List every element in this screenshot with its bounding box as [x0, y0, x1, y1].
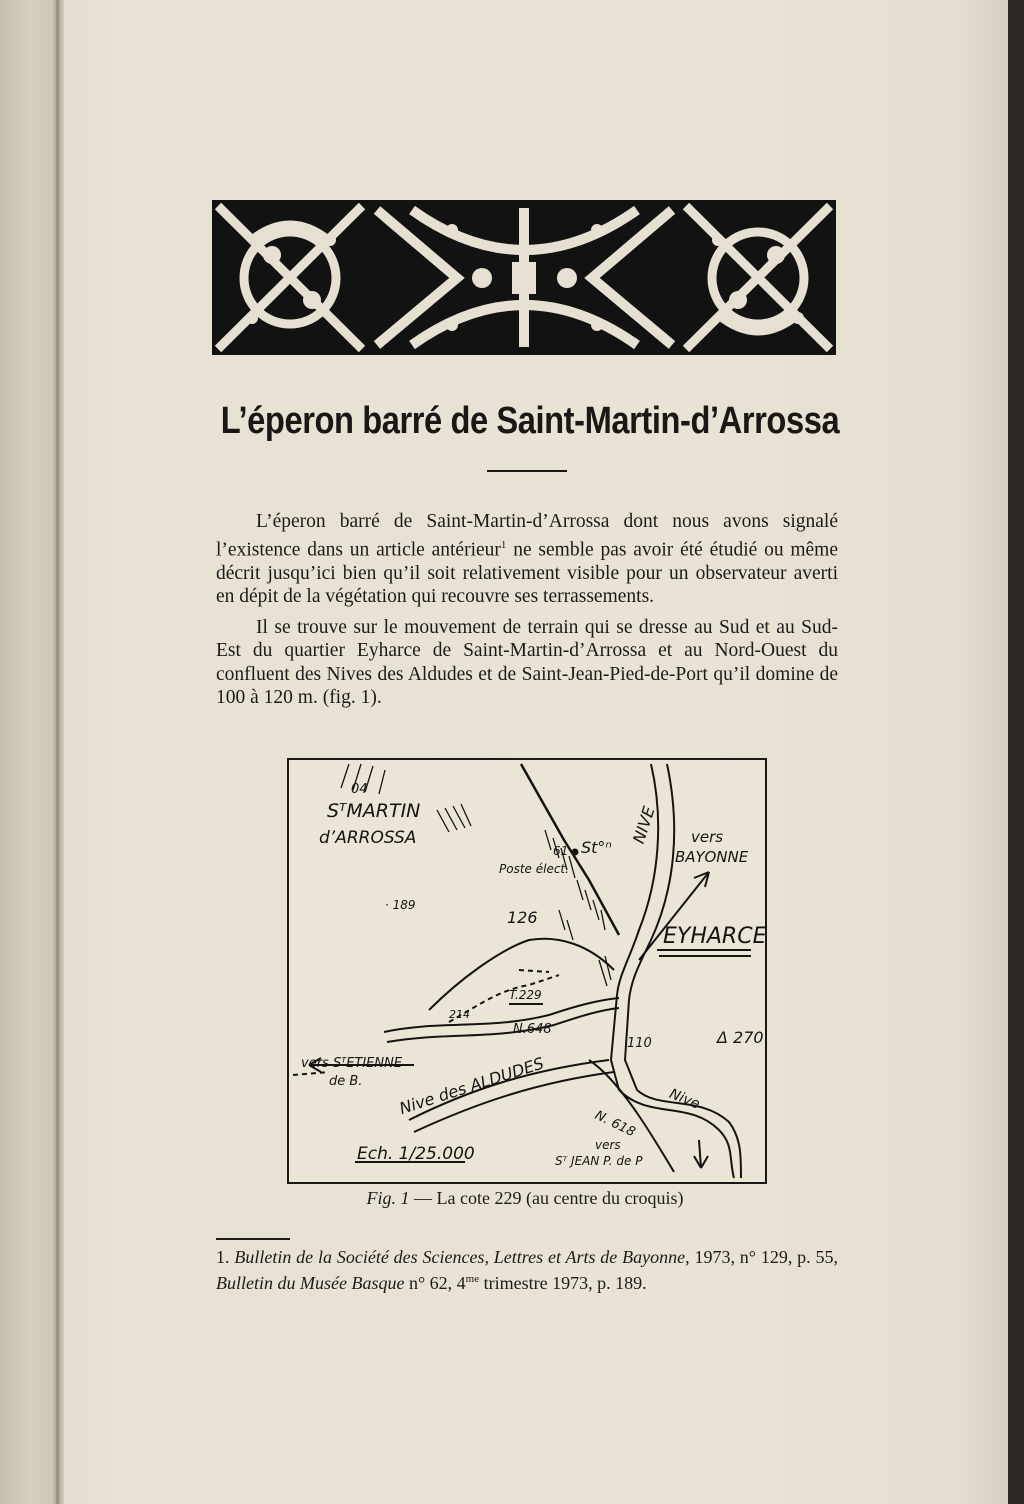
map-label-station: St°ⁿ [581, 838, 612, 857]
paragraph-1-text: L’éperon barré de Saint-Martin-d’Arrossa dont nous avons signalé l’existence dans un article antérieur [216, 511, 838, 560]
figure-map-sketch [287, 758, 767, 1184]
figure-caption [287, 1188, 763, 1209]
map-label-tri-270: Δ 270 [717, 1028, 764, 1047]
map-drawing [289, 760, 765, 1182]
ornament-pattern-icon [212, 200, 836, 355]
map-label-mark-61: 61 [553, 844, 569, 858]
article-body [216, 510, 838, 717]
map-label-mark-126: 126 [507, 908, 538, 927]
decorative-ornament-banner [212, 200, 836, 355]
footnote-source-2: Bulletin du Musée Basque [216, 1273, 405, 1293]
book-gutter [0, 0, 64, 1504]
map-label-town: SᵀMARTIN [327, 800, 421, 822]
poste-electrique-icon [572, 849, 579, 856]
gutter-fold [56, 0, 59, 1504]
map-label-town2: d’ARROSSA [319, 828, 417, 848]
map-label-n648: N.648 [513, 1022, 552, 1037]
map-label-scale: Ech. 1/25.000 [357, 1144, 475, 1164]
paragraph-1-text-cont: ne semble pas avoir été étudié ou même décrit jusqu’ici bien qu’il soit relativement visible pour un observateur averti en dépit de la végétation qui recouvre ses terrassements. [216, 539, 839, 607]
map-label-vers-bayonne-2: BAYONNE [675, 848, 749, 866]
map-label-vers-jean-1: vers [595, 1138, 621, 1152]
map-label-poste: Poste élect. [499, 862, 569, 876]
map-label-nive-top: NIVE [629, 804, 659, 846]
paragraph-2: Il se trouve sur le mouvement de terrain qui se dresse au Sud et au Sud-Est du quartier Eyharce de Saint-Martin-d’Arrossa et au Nord-Ouest du confluent des Nives des Aldudes et de Saint-Jean-Pied-de-Port qu’il domine de 100 à 120 m. (fig. 1). [216, 616, 838, 708]
map-label-vers-bayonne-1: vers [691, 828, 724, 846]
map-label-vers-jean-2: Sᵀ JEAN P. de P [555, 1154, 643, 1168]
map-label-nive-aldudes: Nive des ALDUDES [397, 1053, 547, 1119]
paragraph-1 [216, 510, 838, 609]
footnote-text-2: n° 62, 4 [404, 1273, 466, 1293]
map-label-mark-214: 214 [449, 1008, 470, 1021]
footnote-text-1: 1973, n° 129, p. 55, [689, 1247, 839, 1267]
map-label-mark-04: 04 [351, 782, 368, 797]
map-label-mark-189: · 189 [385, 898, 416, 912]
map-label-nive-right: Nive [667, 1086, 702, 1113]
footnote [216, 1246, 838, 1294]
footnote-rule [216, 1238, 290, 1240]
page-edge [1008, 0, 1024, 1504]
caption-label: Fig. 1 [366, 1188, 410, 1208]
caption-text: — La cote 229 (au centre du croquis) [409, 1188, 684, 1208]
map-label-mark-110: 110 [627, 1036, 652, 1051]
map-label-vers-etienne-2: de B. [329, 1074, 363, 1089]
footnote-ref[interactable]: 1 [500, 538, 507, 551]
footnote-source-1: Bulletin de la Société des Sciences, Lettres et Arts de Bayonne, [234, 1247, 690, 1267]
map-label-eyharce: EYHARCE [663, 924, 767, 949]
title-rule [487, 470, 567, 472]
article-title: L’éperon barré de Saint-Martin-d’Arrossa [220, 400, 840, 442]
footnote-text-3: trimestre 1973, p. 189. [479, 1273, 647, 1293]
footnote-number: 1. [216, 1247, 230, 1267]
map-label-n618: N. 618 [592, 1108, 638, 1141]
footnote-sup: me [465, 1273, 480, 1285]
map-label-vers-etienne-1: vers SᵀETIENNE [301, 1056, 403, 1071]
map-label-t229: T.229 [509, 988, 542, 1002]
